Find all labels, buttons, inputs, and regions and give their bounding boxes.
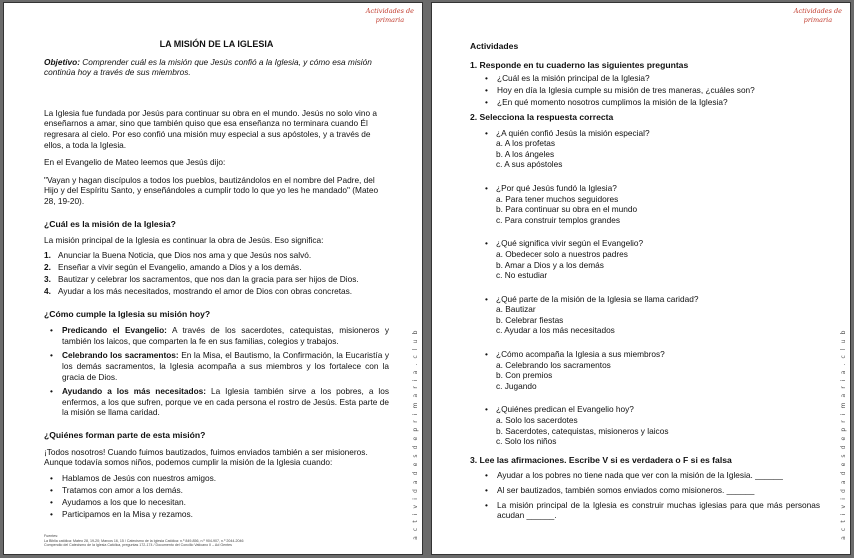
gospel-quote: "Vayan y hagan discípulos a todos los pueblos, bautizándolos en el nombre del Padre, del Hijo y del Espíritu Santo, y enseñándoles a cumplir todo lo que yo les he mandado" (Mateo 28, 19-20). — [44, 174, 379, 206]
question-text: • ¿Qué significa vivir según el Evangelio? — [470, 238, 820, 249]
question-text: • ¿Quiénes predican el Evangelio hoy? — [470, 404, 820, 415]
list-item: • Ayudar a los pobres no tiene nada que ver con la misión de la Iglesia. ______ — [479, 470, 820, 481]
list-item: • Ayudamos a los que lo necesitan. — [44, 497, 389, 508]
page-title: LA MISIÓN DE LA IGLESIA — [159, 39, 274, 49]
activity-1-title: 1. Responde en tu cuaderno las siguientes preguntas — [470, 59, 689, 70]
answer-option: b. Amar a Dios y a los demás — [496, 259, 604, 270]
brand-line-1: Actividades de — [365, 7, 414, 15]
question — [470, 294, 820, 336]
list-item: • Tratamos con amor a los demás. — [44, 485, 389, 496]
answer-option: c. Para construir templos grandes — [496, 214, 621, 225]
item-text: La Iglesia también sirve a los pobres, a los enfermos, a los que sufren, porque ve en cada persona el rostro de Jesús. Esta parte de la misión se llama caridad. — [62, 386, 389, 418]
question-text: • ¿Por qué Jesús fundó la Iglesia? — [470, 183, 820, 194]
side-watermark: a c t i v i d a d e s d e p r i m a r i a . c l u b — [412, 329, 419, 540]
question — [470, 128, 820, 170]
list-item — [44, 250, 389, 261]
list-text: Bautizar y celebrar los sacramentos, que nos dan la gracia para ser hijos de Dios. — [58, 273, 359, 284]
answer-option: b. A los ángeles — [496, 148, 555, 159]
lesson-content — [44, 39, 389, 521]
list-text: Enseñar a vivir según el Evangelio, amando a Dios y a los demás. — [58, 261, 302, 272]
item-heading: Ayudando a los más necesitados: — [62, 386, 207, 397]
item-text: En la Misa, el Bautismo, la Confirmación, la Eucaristía y los demás sacramentos, la Iglesia acompaña a sus miembros y los fortalece con la gracia de Dios. — [62, 350, 389, 382]
list-text: Ayudar a los más necesitados, mostrando el amor de Dios con obras concretas. — [58, 286, 353, 296]
page-right — [431, 2, 851, 555]
mission-intro: La misión principal de la Iglesia es continuar la obra de Jesús. Eso significa: — [44, 235, 324, 246]
question — [470, 238, 820, 280]
list-item: • Al ser bautizados, también somos enviados como misioneros. ______ — [479, 485, 820, 496]
list-number: 3. — [44, 273, 51, 284]
sources-label: Fuentes: — [44, 534, 58, 538]
list-number: 1. — [44, 249, 51, 260]
answer-option: c. Solo los niños — [496, 436, 557, 447]
answer-option: b. Para continuar su obra en el mundo — [496, 204, 638, 215]
gospel-intro: En el Evangelio de Mateo leemos que Jesús dijo: — [44, 157, 226, 168]
question-list — [470, 128, 820, 447]
brand-line-2: primaria — [375, 16, 405, 24]
list-text: Anunciar la Buena Noticia, que Dios nos ama y que Jesús nos salvó. — [58, 249, 312, 260]
list-item — [44, 274, 389, 285]
list-item — [44, 325, 389, 346]
answer-option: b. Sacerdotes, catequistas, misioneros y laicos — [496, 425, 669, 436]
who-intro: ¡Todos nosotros! Cuando fuimos bautizados, fuimos enviados también a ser misioneros. Aunque todavía somos niños, podemos cumplir la misión de la Iglesia cuando: — [44, 446, 368, 468]
answer-option: b. Con premios — [496, 370, 553, 381]
objective — [44, 57, 389, 78]
list-item: • ¿En qué momento nosotros cumplimos la misión de la Iglesia? — [479, 97, 820, 108]
objective-label: Objetivo: — [44, 56, 80, 67]
list-item — [44, 350, 389, 382]
objective-text: Comprender cuál es la misión que Jesús confió a la Iglesia, y cómo esa misión continúa hoy a través de sus miembros. — [44, 56, 372, 78]
answer-option: a. A los profetas — [496, 138, 556, 149]
today-list — [44, 325, 389, 418]
sources-line-1: La Biblia católica: Mateo 28, 19-20; Marcos 16, 15 / Catecismo de la Iglesia Católica: n.º 849-856, n.º 904-907, n.º 2044-2046 — [44, 538, 244, 543]
list-item — [44, 286, 389, 297]
activities-content — [470, 41, 820, 525]
list-number: 2. — [44, 261, 51, 272]
question — [470, 183, 820, 225]
answer-option: a. Obedecer solo a nuestros padres — [496, 248, 628, 259]
who-list — [44, 473, 389, 520]
question-text: • ¿Qué parte de la misión de la Iglesia se llama caridad? — [470, 294, 820, 305]
section-title-mission: ¿Cuál es la misión de la Iglesia? — [44, 218, 176, 229]
answer-option: b. Celebrar fiestas — [496, 314, 564, 325]
answer-option: c. A sus apóstoles — [496, 159, 563, 170]
answer-option: a. Celebrando los sacramentos — [496, 359, 611, 370]
true-false-list — [479, 470, 820, 520]
brand-line-2: primaria — [803, 16, 833, 24]
question — [470, 349, 820, 391]
intro-paragraph: La Iglesia fue fundada por Jesús para continuar su obra en el mundo. Jesús no solo vino a enseñarnos a amar, sino que también quiso que esa enseñanza no terminara cuando Él regresara al cielo. Por eso confió una misión muy especial a sus apóstoles, y a través de ellos, a toda la Iglesia. — [44, 107, 378, 150]
activity-3-title: 3. Lee las afirmaciones. Escribe V si es verdadera o F si es falsa — [470, 454, 732, 465]
sources-line-2: Compendio del Catecismo de la Iglesia Católica, preguntas 172-174 / Documento del Concilio Vaticano II – Ad Gentes — [44, 543, 232, 548]
brand-logo — [794, 7, 842, 25]
brand-logo — [366, 7, 414, 25]
list-item — [44, 386, 389, 418]
answer-option: a. Bautizar — [496, 304, 536, 315]
sources — [44, 534, 404, 548]
question-text: • ¿A quién confió Jesús la misión especial? — [470, 128, 820, 139]
activities-title: Actividades — [470, 41, 519, 51]
mission-list — [44, 250, 389, 297]
side-watermark: a c t i v i d a d e s d e p r i m a r i a . c l u b — [840, 329, 847, 540]
item-heading: Predicando el Evangelio: — [62, 325, 167, 336]
item-heading: Celebrando los sacramentos: — [62, 350, 179, 361]
brand-line-1: Actividades de — [793, 7, 842, 15]
answer-option: c. Ayudar a los más necesitados — [496, 325, 615, 336]
section-title-today: ¿Cómo cumple la Iglesia su misión hoy? — [44, 308, 211, 319]
page-left — [3, 2, 423, 555]
answer-option: a. Para tener muchos seguidores — [496, 193, 619, 204]
question-text: • ¿Cómo acompaña la Iglesia a sus miembros? — [470, 349, 820, 360]
list-item: • ¿Cuál es la misión principal de la Iglesia? — [479, 73, 820, 84]
activity-1-list — [479, 73, 820, 108]
section-title-who: ¿Quiénes forman parte de esta misión? — [44, 429, 206, 440]
list-item: • Participamos en la Misa y rezamos. — [44, 509, 389, 520]
list-item: • Hoy en día la Iglesia cumple su misión de tres maneras, ¿cuáles son? — [479, 85, 820, 96]
answer-option: c. Jugando — [496, 380, 537, 391]
list-item: • Hablamos de Jesús con nuestros amigos. — [44, 473, 389, 484]
list-item — [44, 262, 389, 273]
question — [470, 404, 820, 446]
list-item: • La misión principal de la Iglesia es construir muchas iglesias para que más personas acudan ______. — [479, 500, 820, 521]
item-text: A través de los sacerdotes, catequistas, misioneros y también los laicos, que comparten la fe en sus familias, colegios y trabajos. — [62, 325, 389, 346]
list-number: 4. — [44, 286, 51, 296]
answer-option: a. Solo los sacerdotes — [496, 415, 578, 426]
activity-2-title: 2. Selecciona la respuesta correcta — [470, 111, 614, 122]
answer-option: c. No estudiar — [496, 270, 548, 281]
